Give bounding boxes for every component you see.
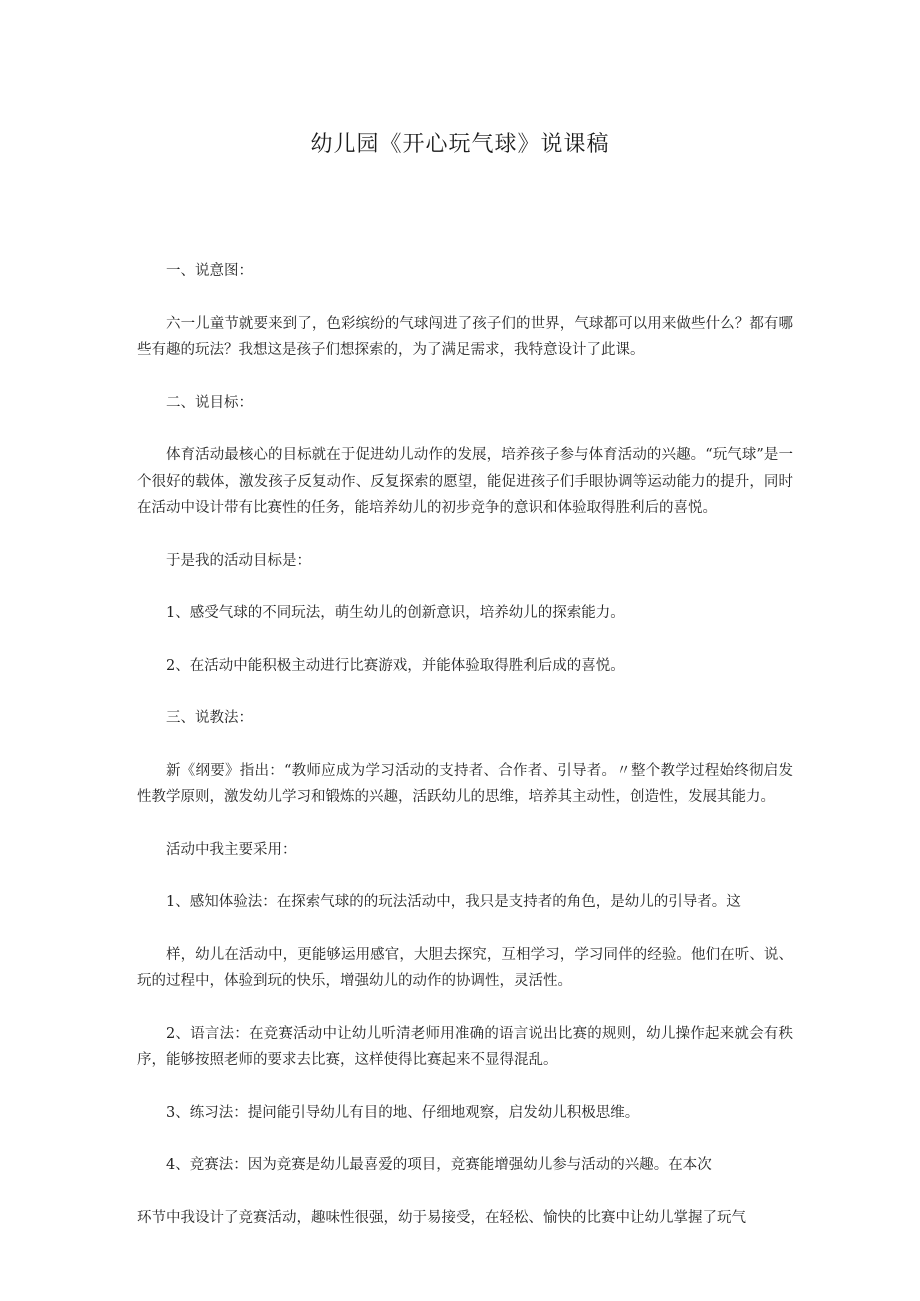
- method-item-1: 1、感知体验法：在探索气球的的玩法活动中，我只是支持者的角色，是幼儿的引导者。这: [166, 894, 741, 910]
- document-title: 幼儿园《开心玩气球》说课稿: [310, 132, 610, 157]
- goal-item-2: 2、在活动中能积极主动进行比赛游戏，并能体验取得胜利后成的喜悦。: [166, 657, 625, 674]
- method-item-2: 2、语言法：在竞赛活动中让幼儿听清老师用准确的语言说出比赛的规则，幼儿操作起来就会有秩序，能够按照老师的要求去比赛，这样使得比赛起来不显得混乱。: [137, 1025, 793, 1068]
- document-body: [137, 258, 793, 1231]
- goals-intro: 于是我的活动目标是：: [166, 552, 311, 569]
- paragraph-methods: 新《纲要》指出：“教师应成为学习活动的支持者、合作者、引导者。〃整个教学过程始终彻启发性教学原则，激发幼儿学习和锻炼的兴趣，活跃幼儿的思维，培养其主动性，创造性，发展其能力。: [137, 762, 793, 805]
- method-item-1-continued: 样，幼儿在活动中，更能够运用感官，大胆去探究，互相学习，学习同伴的经验。他们在听、说、玩的过程中，体验到玩的快乐，增强幼儿的动作的协调性，灵活性。: [137, 946, 793, 989]
- section-heading-intent: 一、说意图：: [166, 263, 253, 279]
- paragraph-goals: 体育活动最核心的目标就在于促进幼儿动作的发展，培养孩子参与体育活动的兴趣。“玩气球”是一个很好的载体，激发孩子反复动作、反复探索的愿望，能促进孩子们手眼协调等运动能力的提升，同时在活动中设计带有比赛性的任务，能培养幼儿的初步竞争的意识和体验取得胜利后的喜悦。: [137, 447, 793, 516]
- methods-intro: 活动中我主要采用：: [166, 841, 297, 858]
- method-item-4: 4、竞赛法：因为竞赛是幼儿最喜爱的项目，竞赛能增强幼儿参与活动的兴趣。在本次: [166, 1157, 712, 1173]
- goal-item-1: 1、感受气球的不同玩法，萌生幼儿的创新意识，培养幼儿的探索能力。: [166, 605, 625, 621]
- section-heading-goals: 二、说目标：: [166, 394, 253, 411]
- method-item-4-continued: 环节中我设计了竞赛活动，趣味性很强，幼于易接受，在轻松、愉快的比赛中让幼儿掌握了玩气: [137, 1209, 746, 1226]
- section-heading-methods: 三、说教法：: [166, 710, 253, 726]
- method-item-3: 3、练习法：提问能引导幼儿有目的地、仔细地观察，启发幼儿积极思维。: [166, 1104, 640, 1121]
- paragraph-intent: 六一儿童节就要来到了，色彩缤纷的气球闯进了孩子们的世界，气球都可以用来做些什么？都有哪些有趣的玩法？我想这是孩子们想探索的，为了满足需求，我特意设计了此课。: [137, 315, 793, 358]
